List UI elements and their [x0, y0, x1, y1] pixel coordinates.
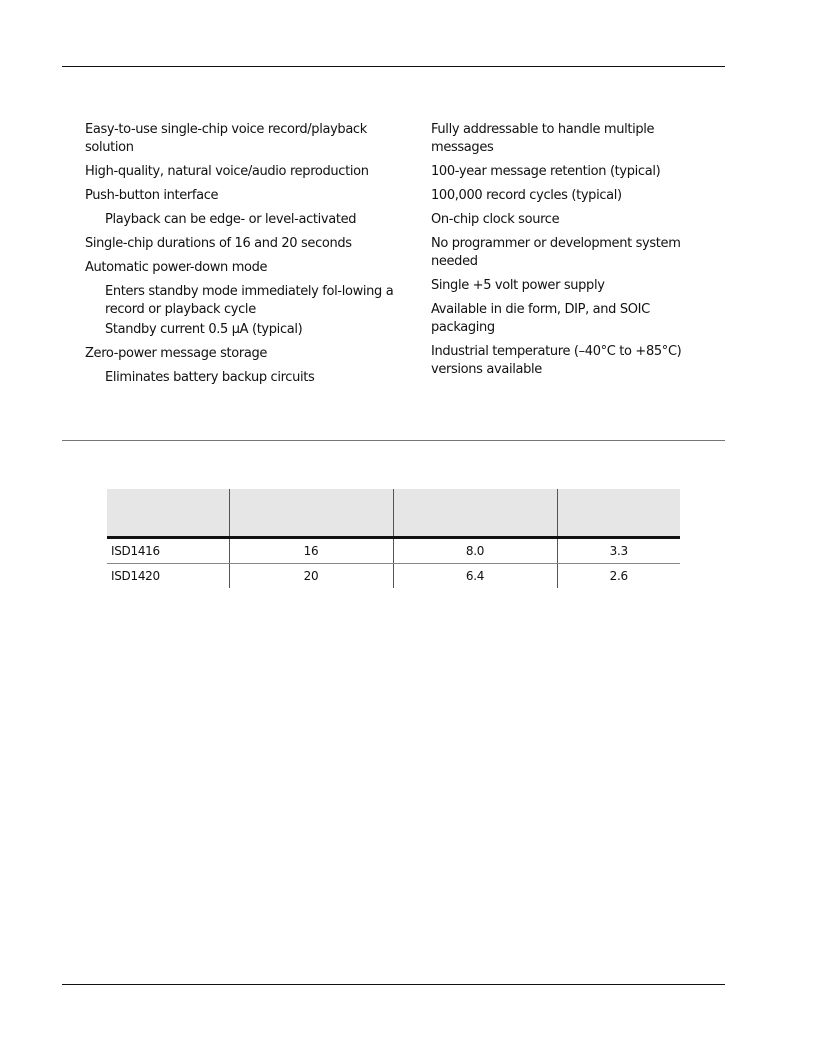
cell-part-number: ISD1416: [107, 538, 229, 564]
feature-item: Push-button interface: [85, 188, 219, 203]
feature-subitem: Enters standby mode immediately fol-lowing a record or playback cycle: [105, 284, 394, 317]
feature-item: Easy-to-use single-chip voice record/playback solution: [85, 122, 367, 155]
table-row: [107, 538, 680, 564]
feature-subitem: Eliminates battery backup circuits: [105, 370, 315, 385]
cell-sample-rate: 8.0: [393, 538, 557, 564]
section-divider: [62, 440, 725, 441]
part-summary-table: [107, 489, 680, 588]
table-row: [107, 564, 680, 589]
header-sample-rate: [393, 489, 557, 538]
header-part-number: [107, 489, 229, 538]
feature-item: Available in die form, DIP, and SOIC packaging: [431, 302, 650, 335]
feature-item: Automatic power-down mode: [85, 260, 268, 275]
bottom-rule: [62, 984, 725, 985]
feature-item: 100-year message retention (typical): [431, 164, 661, 179]
header-bandwidth: [557, 489, 680, 538]
cell-part-number: ISD1420: [107, 564, 229, 589]
cell-duration: 16: [229, 538, 393, 564]
feature-item: 100,000 record cycles (typical): [431, 188, 622, 203]
feature-item: Zero-power message storage: [85, 346, 268, 361]
feature-item: Single +5 volt power supply: [431, 278, 605, 293]
feature-item: On-chip clock source: [431, 212, 560, 227]
part-summary-table-wrap: [107, 489, 680, 588]
features-right-column: [431, 121, 706, 385]
feature-item: No programmer or development system needed: [431, 236, 681, 269]
features-left-column: [85, 121, 395, 393]
feature-item: High-quality, natural voice/audio reproduction: [85, 164, 369, 179]
feature-subitem: Standby current 0.5 µA (typical): [105, 322, 303, 337]
feature-subitem: Playback can be edge- or level-activated: [105, 212, 357, 227]
cell-bandwidth: 2.6: [609, 569, 628, 583]
feature-item: Fully addressable to handle multiple messages: [431, 122, 655, 155]
cell-sample-rate: 6.4: [393, 564, 557, 589]
feature-item: Industrial temperature (–40°C to +85°C) versions available: [431, 344, 682, 377]
top-rule: [62, 66, 725, 67]
header-duration: [229, 489, 393, 538]
cell-duration: 20: [229, 564, 393, 589]
feature-item: Single-chip durations of 16 and 20 seconds: [85, 236, 352, 251]
table-header-row: [107, 489, 680, 538]
cell-bandwidth: 3.3: [557, 538, 680, 564]
